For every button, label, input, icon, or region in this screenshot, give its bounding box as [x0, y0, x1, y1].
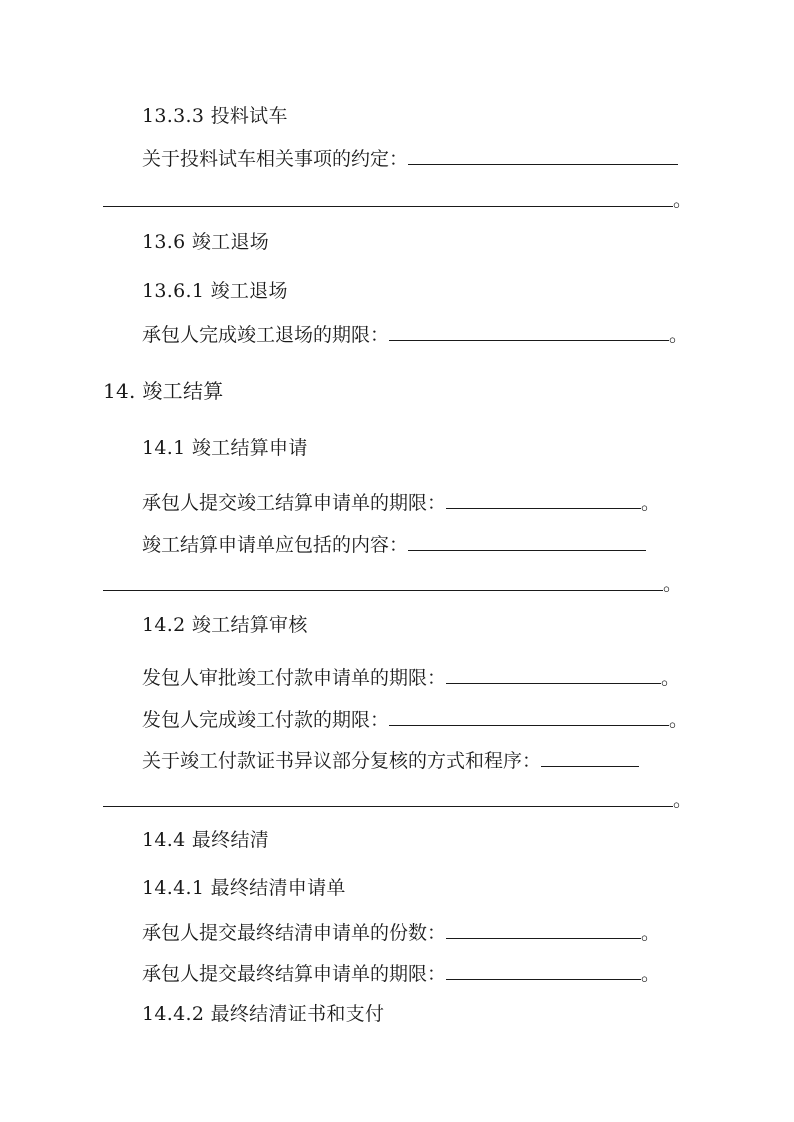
trial-run-agreement-continuation-blank[interactable]: [103, 206, 673, 207]
payment-application-approval-period: 。: [661, 667, 681, 689]
site-exit-deadline-blank[interactable]: [389, 322, 669, 341]
payment-application-approval-row: [142, 665, 680, 689]
heading-13-3-3: 13.3.3 投料试车: [142, 105, 288, 127]
final-settlement-copies-blank[interactable]: [446, 920, 641, 939]
payment-dispute-review-row: [142, 748, 639, 772]
completion-payment-deadline-row: [142, 707, 688, 731]
settlement-application-content-label: 竣工结算申请单应包括的内容：: [142, 534, 409, 556]
heading-13-6-1: 13.6.1 竣工退场: [142, 280, 288, 302]
completion-payment-deadline-period: 。: [669, 709, 689, 731]
settlement-application-content-continuation-blank[interactable]: [103, 590, 663, 591]
completion-payment-deadline-blank[interactable]: [389, 707, 669, 726]
settlement-application-content-row: [142, 532, 646, 556]
final-settlement-deadline-period: 。: [641, 963, 661, 985]
payment-application-approval-blank[interactable]: [446, 665, 661, 684]
final-settlement-deadline-row: [142, 961, 660, 985]
heading-14: 14. 竣工结算: [103, 379, 224, 403]
final-settlement-deadline-label: 承包人提交最终结算申请单的期限：: [142, 963, 447, 985]
heading-14-1: 14.1 竣工结算申请: [142, 437, 308, 459]
trial-run-agreement-period: 。: [673, 189, 693, 211]
payment-dispute-review-blank[interactable]: [541, 748, 639, 767]
final-settlement-copies-row: [142, 920, 660, 944]
settlement-application-deadline-label: 承包人提交竣工结算申请单的期限：: [142, 492, 447, 514]
site-exit-deadline-row: [142, 322, 688, 346]
final-settlement-copies-period: 。: [641, 922, 661, 944]
settlement-application-deadline-blank[interactable]: [446, 490, 641, 509]
trial-run-agreement-blank[interactable]: [408, 146, 678, 165]
trial-run-agreement-label: 关于投料试车相关事项的约定：: [142, 148, 409, 170]
site-exit-deadline-label: 承包人完成竣工退场的期限：: [142, 324, 390, 346]
settlement-application-content-period: 。: [663, 573, 683, 595]
payment-dispute-review-period: 。: [673, 789, 693, 811]
settlement-application-deadline-period: 。: [641, 492, 661, 514]
site-exit-deadline-period: 。: [669, 324, 689, 346]
heading-14-4-1: 14.4.1 最终结清申请单: [142, 877, 346, 899]
heading-14-2: 14.2 竣工结算审核: [142, 614, 308, 636]
payment-application-approval-label: 发包人审批竣工付款申请单的期限：: [142, 667, 447, 689]
payment-dispute-review-label: 关于竣工付款证书异议部分复核的方式和程序：: [142, 750, 542, 772]
settlement-application-content-blank[interactable]: [408, 532, 646, 551]
settlement-application-deadline-row: [142, 490, 660, 514]
heading-13-6: 13.6 竣工退场: [142, 231, 270, 253]
payment-dispute-review-continuation-blank[interactable]: [103, 806, 673, 807]
heading-14-4-2: 14.4.2 最终结清证书和支付: [142, 1003, 385, 1025]
heading-14-4: 14.4 最终结清: [142, 829, 270, 851]
final-settlement-copies-label: 承包人提交最终结清申请单的份数：: [142, 922, 447, 944]
final-settlement-deadline-blank[interactable]: [446, 961, 641, 980]
trial-run-agreement-row: [142, 146, 678, 170]
completion-payment-deadline-label: 发包人完成竣工付款的期限：: [142, 709, 390, 731]
